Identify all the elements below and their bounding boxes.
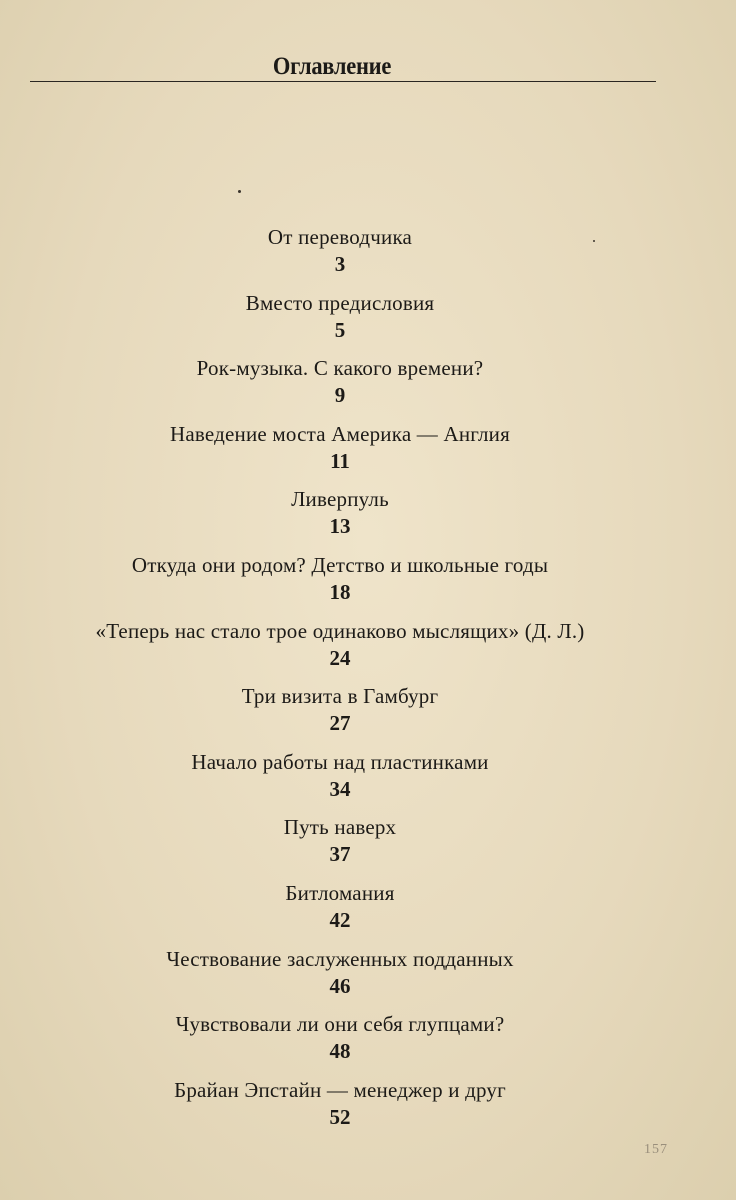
toc-entry-page: 52 xyxy=(329,1104,351,1129)
toc-entry-page: 46 xyxy=(329,973,351,998)
toc-entry[interactable] xyxy=(0,1009,680,1075)
toc-entry-title: Три визита в Гамбург xyxy=(241,684,439,709)
toc-entry[interactable] xyxy=(0,944,680,1010)
toc-entry-page: 3 xyxy=(334,252,346,276)
toc-entry-page: 11 xyxy=(330,448,350,473)
title-rule xyxy=(30,81,656,82)
toc-entry-page: 5 xyxy=(334,317,346,342)
page-number: 157 xyxy=(644,1142,668,1157)
toc-entry-page: 13 xyxy=(329,514,351,539)
toc-entry[interactable] xyxy=(0,419,680,485)
toc-entry[interactable] xyxy=(0,616,680,682)
toc-entry-title: Начало работы над пластинками xyxy=(191,749,489,774)
toc-entry-title: Откуда они родом? Детство и школьные годы xyxy=(131,552,549,577)
toc-entry-title: «Теперь нас стало трое одинаково мыслящих» (Д. Л.) xyxy=(95,618,585,643)
toc-entry-page: 48 xyxy=(329,1039,351,1064)
toc-entry-page: 24 xyxy=(329,645,351,670)
toc-entry-title: Наведение моста Америка — Англия xyxy=(170,421,510,446)
toc-entry[interactable] xyxy=(0,222,680,288)
ink-speck xyxy=(238,190,241,193)
toc-entry-title: Битломания xyxy=(285,880,395,905)
toc-entry[interactable] xyxy=(0,550,680,616)
toc-entry[interactable] xyxy=(0,288,680,354)
toc-entry-title: Рок-музыка. С какого времени? xyxy=(196,356,484,381)
toc-entry-page: 18 xyxy=(329,579,351,604)
toc-entry-page: 9 xyxy=(334,383,346,408)
toc-entry-page: 42 xyxy=(329,907,351,932)
toc-entry-title: Брайан Эпстайн — менеджер и друг xyxy=(174,1077,506,1102)
toc-entry-title: Чувствовали ли они себя глупцами? xyxy=(175,1012,505,1037)
toc-entry-title: От переводчика xyxy=(267,225,413,249)
toc-entry-title: Чествование заслуженных подданных xyxy=(166,946,514,971)
toc-entry[interactable] xyxy=(0,1075,680,1141)
page-title: Оглавление xyxy=(272,53,392,80)
toc-entry-title: Ливерпуль xyxy=(291,487,389,512)
toc-entry-title: Вместо предисловия xyxy=(245,290,435,315)
toc-entry[interactable] xyxy=(0,812,680,878)
toc-entry-page: 37 xyxy=(329,842,351,867)
toc-entry[interactable] xyxy=(0,484,680,550)
toc-entry-title: Путь наверх xyxy=(283,815,397,840)
table-of-contents xyxy=(0,222,680,1140)
toc-entry-page: 27 xyxy=(329,711,351,736)
toc-entry-page: 34 xyxy=(329,776,351,801)
toc-entry[interactable] xyxy=(0,747,680,813)
toc-entry[interactable] xyxy=(0,681,680,747)
toc-entry[interactable] xyxy=(0,353,680,419)
toc-entry[interactable] xyxy=(0,878,680,944)
